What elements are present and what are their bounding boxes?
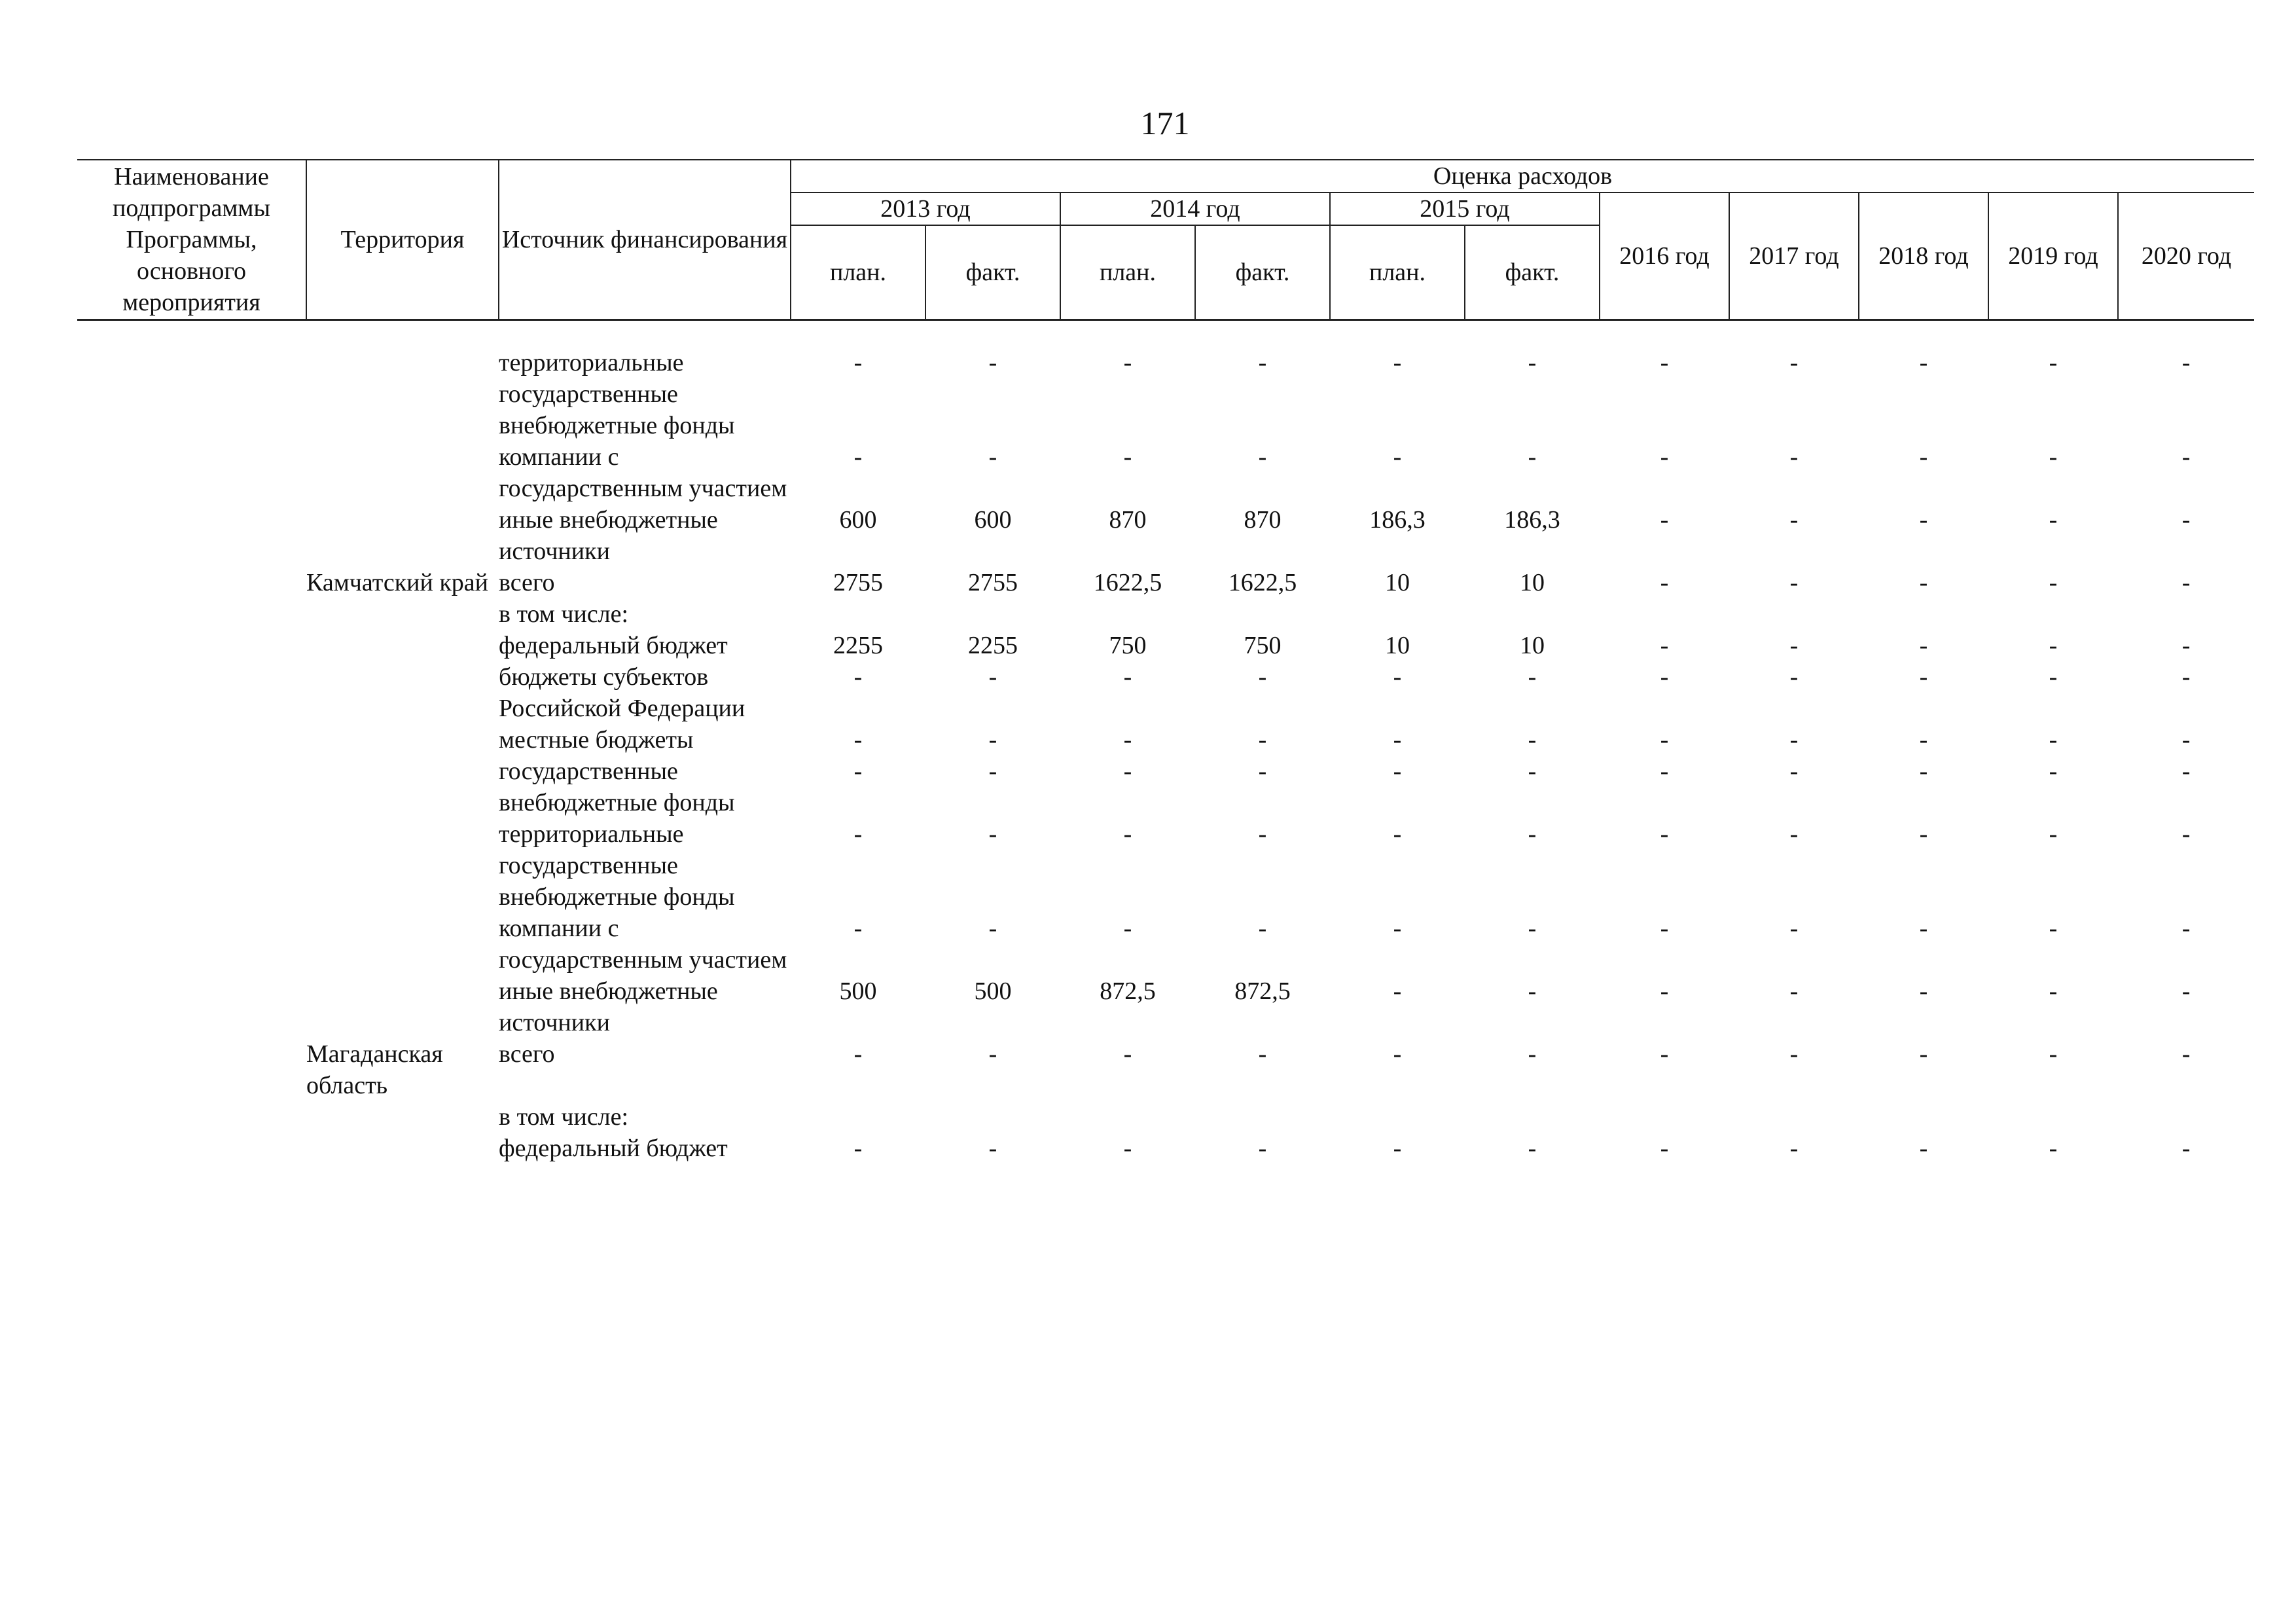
value-cell: 600 bbox=[839, 506, 877, 534]
value-cell: - bbox=[1789, 443, 1799, 471]
value-cell: - bbox=[1528, 820, 1537, 848]
value-cell: 2755 bbox=[833, 569, 883, 596]
header-year-2015: 2015 год bbox=[1330, 192, 1600, 225]
value-cell: - bbox=[853, 820, 863, 848]
value-cell: - bbox=[1660, 349, 1669, 376]
value-cell: - bbox=[2049, 915, 2058, 942]
value-cell: - bbox=[1528, 977, 1537, 1005]
table-row bbox=[77, 756, 2254, 818]
value-cell: - bbox=[1789, 915, 1799, 942]
program-name-cell bbox=[77, 441, 306, 504]
value-cell: - bbox=[2181, 349, 2191, 376]
value-cell: - bbox=[988, 757, 997, 785]
value-cell: - bbox=[1789, 349, 1799, 376]
value-cell: - bbox=[1393, 915, 1402, 942]
value-cell: - bbox=[2181, 726, 2191, 754]
value-cell: - bbox=[2181, 632, 2191, 659]
spacer-row bbox=[77, 320, 2254, 348]
territory-cell bbox=[306, 913, 499, 976]
value-cell: - bbox=[1258, 349, 1267, 376]
table-row bbox=[77, 661, 2254, 724]
value-cell bbox=[1859, 598, 1988, 630]
value-cell: 600 bbox=[974, 506, 1012, 534]
table-row bbox=[77, 1101, 2254, 1133]
value-cell: - bbox=[1123, 820, 1132, 848]
value-cell: - bbox=[2181, 443, 2191, 471]
value-cell: - bbox=[2049, 663, 2058, 691]
value-cell: - bbox=[1393, 726, 1402, 754]
value-cell: - bbox=[2181, 915, 2191, 942]
program-name-cell bbox=[77, 598, 306, 630]
value-cell: - bbox=[853, 663, 863, 691]
program-name-cell bbox=[77, 818, 306, 913]
value-cell bbox=[1060, 1101, 1195, 1133]
table-row bbox=[77, 630, 2254, 661]
value-cell: - bbox=[2049, 726, 2058, 754]
value-cell: - bbox=[1660, 443, 1669, 471]
value-cell: - bbox=[2181, 569, 2191, 596]
value-cell: 186,3 bbox=[1504, 506, 1560, 534]
header-year-2019: 2019 год bbox=[1988, 192, 2118, 320]
value-cell: - bbox=[1919, 569, 1928, 596]
program-name-cell bbox=[77, 1038, 306, 1101]
value-cell: - bbox=[1789, 632, 1799, 659]
program-name-cell bbox=[77, 661, 306, 724]
funding-source-cell: всего bbox=[499, 569, 555, 596]
header-year-2014: 2014 год bbox=[1060, 192, 1330, 225]
value-cell bbox=[1465, 598, 1600, 630]
value-cell: - bbox=[1919, 663, 1928, 691]
value-cell: - bbox=[1393, 757, 1402, 785]
value-cell bbox=[1330, 598, 1465, 630]
program-name-cell bbox=[77, 504, 306, 567]
value-cell: - bbox=[1528, 915, 1537, 942]
territory-cell bbox=[306, 347, 499, 441]
funding-source-cell: территориальные государственные внебюджетные фонды bbox=[499, 820, 735, 911]
value-cell: - bbox=[853, 1040, 863, 1068]
value-cell: - bbox=[1528, 1040, 1537, 1068]
value-cell bbox=[1330, 1101, 1465, 1133]
value-cell: - bbox=[1919, 349, 1928, 376]
value-cell: - bbox=[1919, 443, 1928, 471]
table-body bbox=[77, 320, 2254, 1165]
value-cell: - bbox=[2049, 569, 2058, 596]
program-name-cell bbox=[77, 347, 306, 441]
value-cell: - bbox=[1258, 820, 1267, 848]
value-cell: - bbox=[2181, 663, 2191, 691]
value-cell bbox=[2118, 1101, 2254, 1133]
territory-cell bbox=[306, 441, 499, 504]
value-cell: - bbox=[1919, 757, 1928, 785]
value-cell: - bbox=[1528, 663, 1537, 691]
value-cell: - bbox=[1393, 663, 1402, 691]
territory-cell: Камчатский край bbox=[306, 569, 488, 596]
value-cell: - bbox=[1258, 443, 1267, 471]
program-name-cell bbox=[77, 724, 306, 756]
value-cell: - bbox=[1919, 506, 1928, 534]
value-cell bbox=[1465, 1101, 1600, 1133]
value-cell: - bbox=[1660, 757, 1669, 785]
value-cell bbox=[1600, 1101, 1729, 1133]
table-row bbox=[77, 441, 2254, 504]
value-cell: - bbox=[1123, 915, 1132, 942]
value-cell: - bbox=[1258, 1040, 1267, 1068]
header-year-2013: 2013 год bbox=[791, 192, 1060, 225]
program-name-cell bbox=[77, 976, 306, 1038]
territory-cell bbox=[306, 661, 499, 724]
value-cell: - bbox=[1919, 915, 1928, 942]
value-cell: - bbox=[853, 915, 863, 942]
value-cell: 500 bbox=[839, 977, 877, 1005]
territory-cell bbox=[306, 1133, 499, 1164]
header-year-2018: 2018 год bbox=[1859, 192, 1988, 320]
value-cell: - bbox=[1393, 1135, 1402, 1162]
program-name-cell bbox=[77, 756, 306, 818]
value-cell bbox=[791, 598, 925, 630]
value-cell: - bbox=[1123, 1040, 1132, 1068]
value-cell: 186,3 bbox=[1369, 506, 1426, 534]
funding-source-cell: местные бюджеты bbox=[499, 726, 694, 754]
territory-cell bbox=[306, 724, 499, 756]
value-cell: - bbox=[988, 1040, 997, 1068]
header-year-2020: 2020 год bbox=[2118, 192, 2254, 320]
header-name: Наименование подпрограммы Программы, основного мероприятия bbox=[77, 160, 306, 320]
value-cell: - bbox=[1919, 1040, 1928, 1068]
value-cell: - bbox=[1258, 663, 1267, 691]
value-cell: - bbox=[1258, 1135, 1267, 1162]
value-cell: - bbox=[1258, 915, 1267, 942]
header-estimate: Оценка расходов bbox=[791, 160, 2254, 192]
funding-source-cell: в том числе: bbox=[499, 600, 629, 628]
header-fact: факт. bbox=[1465, 225, 1600, 320]
value-cell: - bbox=[1528, 726, 1537, 754]
value-cell: - bbox=[988, 915, 997, 942]
header-territory: Территория bbox=[306, 160, 499, 320]
value-cell: - bbox=[1123, 349, 1132, 376]
value-cell: - bbox=[2181, 820, 2191, 848]
value-cell: - bbox=[1258, 757, 1267, 785]
value-cell bbox=[1859, 1101, 1988, 1133]
value-cell: 872,5 bbox=[1234, 977, 1291, 1005]
header-year-2017: 2017 год bbox=[1729, 192, 1859, 320]
value-cell bbox=[925, 1101, 1060, 1133]
value-cell: - bbox=[1123, 757, 1132, 785]
value-cell bbox=[1060, 598, 1195, 630]
territory-cell bbox=[306, 1101, 499, 1133]
funding-source-cell: государственные внебюджетные фонды bbox=[499, 757, 735, 816]
territory-cell bbox=[306, 630, 499, 661]
value-cell: - bbox=[1393, 820, 1402, 848]
header-plan: план. bbox=[1060, 225, 1195, 320]
value-cell: - bbox=[1919, 632, 1928, 659]
funding-source-cell: бюджеты субъектов Российской Федерации bbox=[499, 663, 745, 722]
funding-source-cell: всего bbox=[499, 1040, 555, 1068]
value-cell: - bbox=[853, 726, 863, 754]
value-cell: - bbox=[2049, 443, 2058, 471]
table-row bbox=[77, 818, 2254, 913]
value-cell: - bbox=[1789, 663, 1799, 691]
value-cell: - bbox=[988, 726, 997, 754]
value-cell bbox=[925, 598, 1060, 630]
value-cell bbox=[1195, 1101, 1330, 1133]
value-cell: - bbox=[1660, 1135, 1669, 1162]
value-cell: - bbox=[1919, 726, 1928, 754]
value-cell: - bbox=[2049, 349, 2058, 376]
table-row bbox=[77, 504, 2254, 567]
value-cell: - bbox=[853, 443, 863, 471]
table-row bbox=[77, 976, 2254, 1038]
value-cell: 10 bbox=[1520, 632, 1545, 659]
value-cell: - bbox=[2181, 977, 2191, 1005]
territory-cell bbox=[306, 818, 499, 913]
value-cell: - bbox=[1258, 726, 1267, 754]
funding-source-cell: федеральный бюджет bbox=[499, 1135, 728, 1162]
value-cell: - bbox=[1660, 506, 1669, 534]
value-cell bbox=[1988, 1101, 2118, 1133]
header-plan: план. bbox=[1330, 225, 1465, 320]
table-row bbox=[77, 1133, 2254, 1164]
value-cell: - bbox=[2049, 1135, 2058, 1162]
funding-source-cell: в том числе: bbox=[499, 1103, 629, 1131]
value-cell: - bbox=[853, 349, 863, 376]
header-fact: факт. bbox=[1195, 225, 1330, 320]
value-cell: - bbox=[2049, 757, 2058, 785]
value-cell: - bbox=[1789, 820, 1799, 848]
value-cell: - bbox=[1789, 977, 1799, 1005]
value-cell: - bbox=[1528, 349, 1537, 376]
value-cell: 750 bbox=[1244, 632, 1282, 659]
value-cell: - bbox=[1789, 757, 1799, 785]
value-cell: - bbox=[1123, 1135, 1132, 1162]
value-cell: - bbox=[1919, 820, 1928, 848]
value-cell: 1622,5 bbox=[1093, 569, 1162, 596]
program-name-cell bbox=[77, 567, 306, 598]
value-cell: - bbox=[988, 1135, 997, 1162]
table-header bbox=[77, 160, 2254, 320]
value-cell: 10 bbox=[1385, 632, 1410, 659]
value-cell bbox=[791, 1101, 925, 1133]
value-cell: - bbox=[853, 757, 863, 785]
value-cell: 10 bbox=[1385, 569, 1410, 596]
value-cell: 2255 bbox=[968, 632, 1018, 659]
value-cell: 2255 bbox=[833, 632, 883, 659]
value-cell: - bbox=[2181, 1040, 2191, 1068]
value-cell: - bbox=[853, 1135, 863, 1162]
value-cell: - bbox=[1123, 726, 1132, 754]
value-cell: - bbox=[2049, 506, 2058, 534]
header-plan: план. bbox=[791, 225, 925, 320]
value-cell bbox=[2118, 598, 2254, 630]
value-cell: - bbox=[1660, 663, 1669, 691]
value-cell: - bbox=[1393, 349, 1402, 376]
value-cell bbox=[1600, 598, 1729, 630]
page-number: 171 bbox=[1140, 105, 1190, 141]
value-cell: - bbox=[1123, 443, 1132, 471]
value-cell: 500 bbox=[974, 977, 1012, 1005]
value-cell: - bbox=[1660, 569, 1669, 596]
value-cell: - bbox=[1789, 1135, 1799, 1162]
value-cell bbox=[1988, 598, 2118, 630]
value-cell: - bbox=[2181, 506, 2191, 534]
value-cell: - bbox=[2049, 1040, 2058, 1068]
value-cell: - bbox=[1528, 1135, 1537, 1162]
value-cell: - bbox=[988, 820, 997, 848]
funding-source-cell: федеральный бюджет bbox=[499, 632, 728, 659]
table-row bbox=[77, 913, 2254, 976]
value-cell: - bbox=[1528, 443, 1537, 471]
value-cell: 2755 bbox=[968, 569, 1018, 596]
value-cell: - bbox=[2049, 977, 2058, 1005]
header-fact: факт. bbox=[925, 225, 1060, 320]
value-cell: - bbox=[2181, 1135, 2191, 1162]
value-cell: - bbox=[1393, 443, 1402, 471]
value-cell: 870 bbox=[1244, 506, 1282, 534]
value-cell: 750 bbox=[1109, 632, 1147, 659]
program-name-cell bbox=[77, 913, 306, 976]
value-cell: - bbox=[1393, 977, 1402, 1005]
value-cell: - bbox=[1660, 1040, 1669, 1068]
table-row bbox=[77, 347, 2254, 441]
funding-source-cell: иные внебюджетные источники bbox=[499, 977, 718, 1036]
value-cell: - bbox=[1660, 977, 1669, 1005]
value-cell: - bbox=[988, 349, 997, 376]
header-year-2016: 2016 год bbox=[1600, 192, 1729, 320]
value-cell: - bbox=[1789, 726, 1799, 754]
value-cell bbox=[1729, 598, 1859, 630]
value-cell: - bbox=[2049, 820, 2058, 848]
value-cell: - bbox=[1393, 1040, 1402, 1068]
value-cell: - bbox=[1660, 726, 1669, 754]
value-cell: 872,5 bbox=[1100, 977, 1156, 1005]
value-cell: 1622,5 bbox=[1228, 569, 1297, 596]
value-cell: - bbox=[988, 443, 997, 471]
funding-source-cell: компании с государственным участием bbox=[499, 443, 787, 502]
table-row bbox=[77, 598, 2254, 630]
funding-source-cell: иные внебюджетные источники bbox=[499, 506, 718, 565]
value-cell: - bbox=[1919, 1135, 1928, 1162]
territory-cell: Магаданская область bbox=[306, 1040, 443, 1099]
value-cell: - bbox=[1528, 757, 1537, 785]
value-cell: - bbox=[2049, 632, 2058, 659]
value-cell: - bbox=[2181, 757, 2191, 785]
value-cell bbox=[1195, 598, 1330, 630]
value-cell bbox=[1729, 1101, 1859, 1133]
table-row bbox=[77, 567, 2254, 598]
table-row bbox=[77, 1038, 2254, 1101]
program-name-cell bbox=[77, 630, 306, 661]
value-cell: - bbox=[1123, 663, 1132, 691]
value-cell: - bbox=[1660, 632, 1669, 659]
program-name-cell bbox=[77, 1133, 306, 1164]
program-name-cell bbox=[77, 1101, 306, 1133]
funding-source-cell: компании с государственным участием bbox=[499, 915, 787, 974]
territory-cell bbox=[306, 598, 499, 630]
value-cell: - bbox=[1789, 569, 1799, 596]
value-cell: 870 bbox=[1109, 506, 1147, 534]
value-cell: 10 bbox=[1520, 569, 1545, 596]
territory-cell bbox=[306, 976, 499, 1038]
territory-cell bbox=[306, 756, 499, 818]
table-row bbox=[77, 724, 2254, 756]
value-cell: - bbox=[1919, 977, 1928, 1005]
value-cell: - bbox=[988, 663, 997, 691]
value-cell: - bbox=[1660, 820, 1669, 848]
value-cell: - bbox=[1789, 1040, 1799, 1068]
territory-cell bbox=[306, 504, 499, 567]
expenditure-table bbox=[77, 159, 2254, 1164]
header-source: Источник финансирования bbox=[499, 160, 791, 320]
value-cell: - bbox=[1789, 506, 1799, 534]
value-cell: - bbox=[1660, 915, 1669, 942]
funding-source-cell: территориальные государственные внебюджетные фонды bbox=[499, 349, 735, 439]
